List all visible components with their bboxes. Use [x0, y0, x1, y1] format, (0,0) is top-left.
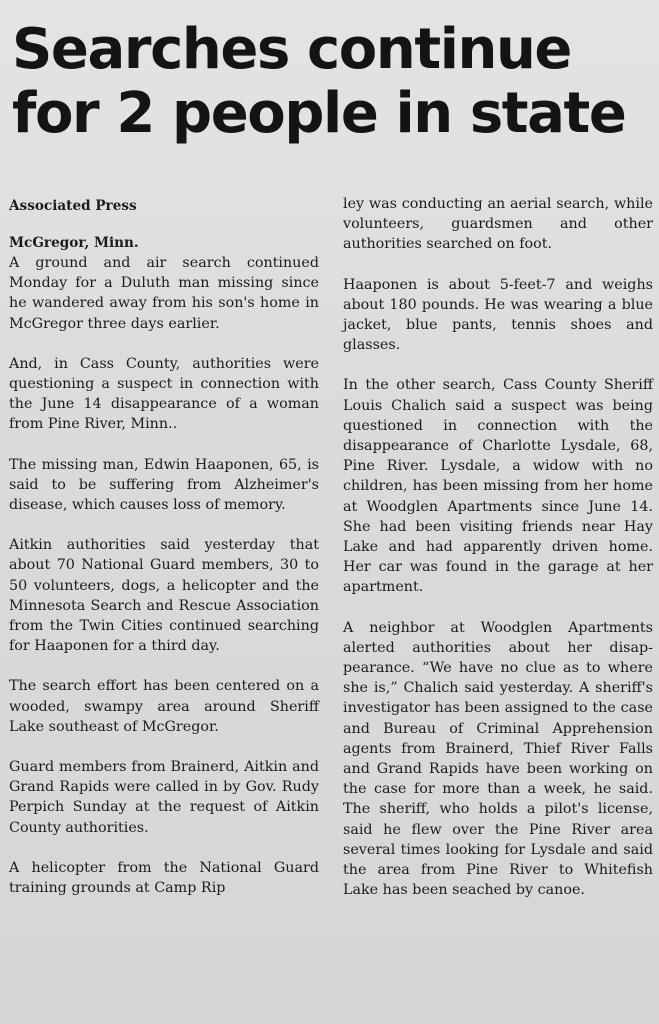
- paragraph: Aitkin authorities said yesterday that about 70 National Guard members, 30 to 50 volunteers, dogs, a helicopter and the Minnesota Search and Rescue Association from the Twin Cities continued searching for Haaponen for a third day.: [9, 537, 319, 655]
- paragraph: The search effort has been centered on a wooded, swampy area around Sheriff Lake southeast of McGregor.: [9, 678, 319, 735]
- dateline: McGregor, Minn.: [9, 235, 139, 251]
- right-column: [343, 194, 653, 921]
- paragraph: And, in Cass County, authorities were questioning a suspect in connection with the June 14 disappearance of a woman from Pine River, Minn..: [9, 355, 319, 433]
- paragraph: ley was conducting an aerial search, while volunteers, guardsmen and other authorities searched on foot.: [343, 196, 653, 253]
- paragraph: A neighbor at Woodglen Apartments alerted authorities about her disappearance. “We have no clue as to where she is,” Chalich said yesterday. A sheriff's investigator has been assigned to the case and Bureau of Criminal Apprehension agents from Brainerd, Thief River Falls and Grand Rapids have been working on the case for more than a week, he said. The sheriff, who holds a pilot's license, said he flew over the Pine River area several times looking for Lysdale and said the area from Pine River to Whitefish Lake has been seached by canoe.: [343, 619, 653, 899]
- paragraph: In the other search, Cass County Sheriff Louis Chalich said a suspect was being questioned in connection with the disappearance of Charlotte Lysdale, 68, Pine River. Lysdale, a widow with no children, has been missing from her home at Woodglen Apartments since June 14. She had been visiting friends near Hay Lake and had apparently driven home. Her car was found in the garage at her apartment.: [343, 377, 653, 596]
- byline: Associated Press: [9, 198, 137, 214]
- paragraph: Guard members from Brainerd, Aitkin and Grand Rapids were called in by Gov. Rudy Perpich Sunday at the request of Aitkin County authorities.: [9, 759, 319, 836]
- paragraph: A helicopter from the National Guard training grounds at Camp Rip: [9, 859, 319, 897]
- paragraph: Haaponen is about 5-feet-7 and weighs about 180 pounds. He was wearing a blue jacket, blue pants, tennis shoes and glasses.: [343, 276, 653, 354]
- left-column: [9, 196, 319, 918]
- headline-line-2: for 2 people in state: [12, 81, 626, 146]
- paragraph: The missing man, Edwin Haaponen, 65, is said to be suffering from Alzheimer's disease, which causes loss of memory.: [9, 456, 319, 514]
- headline-line-1: Searches continue: [12, 17, 572, 82]
- headline: [12, 18, 652, 146]
- paragraph: A ground and air search continued Monday for a Duluth man missing since he wandered away from his son's home in McGregor three days earlier.: [9, 255, 319, 332]
